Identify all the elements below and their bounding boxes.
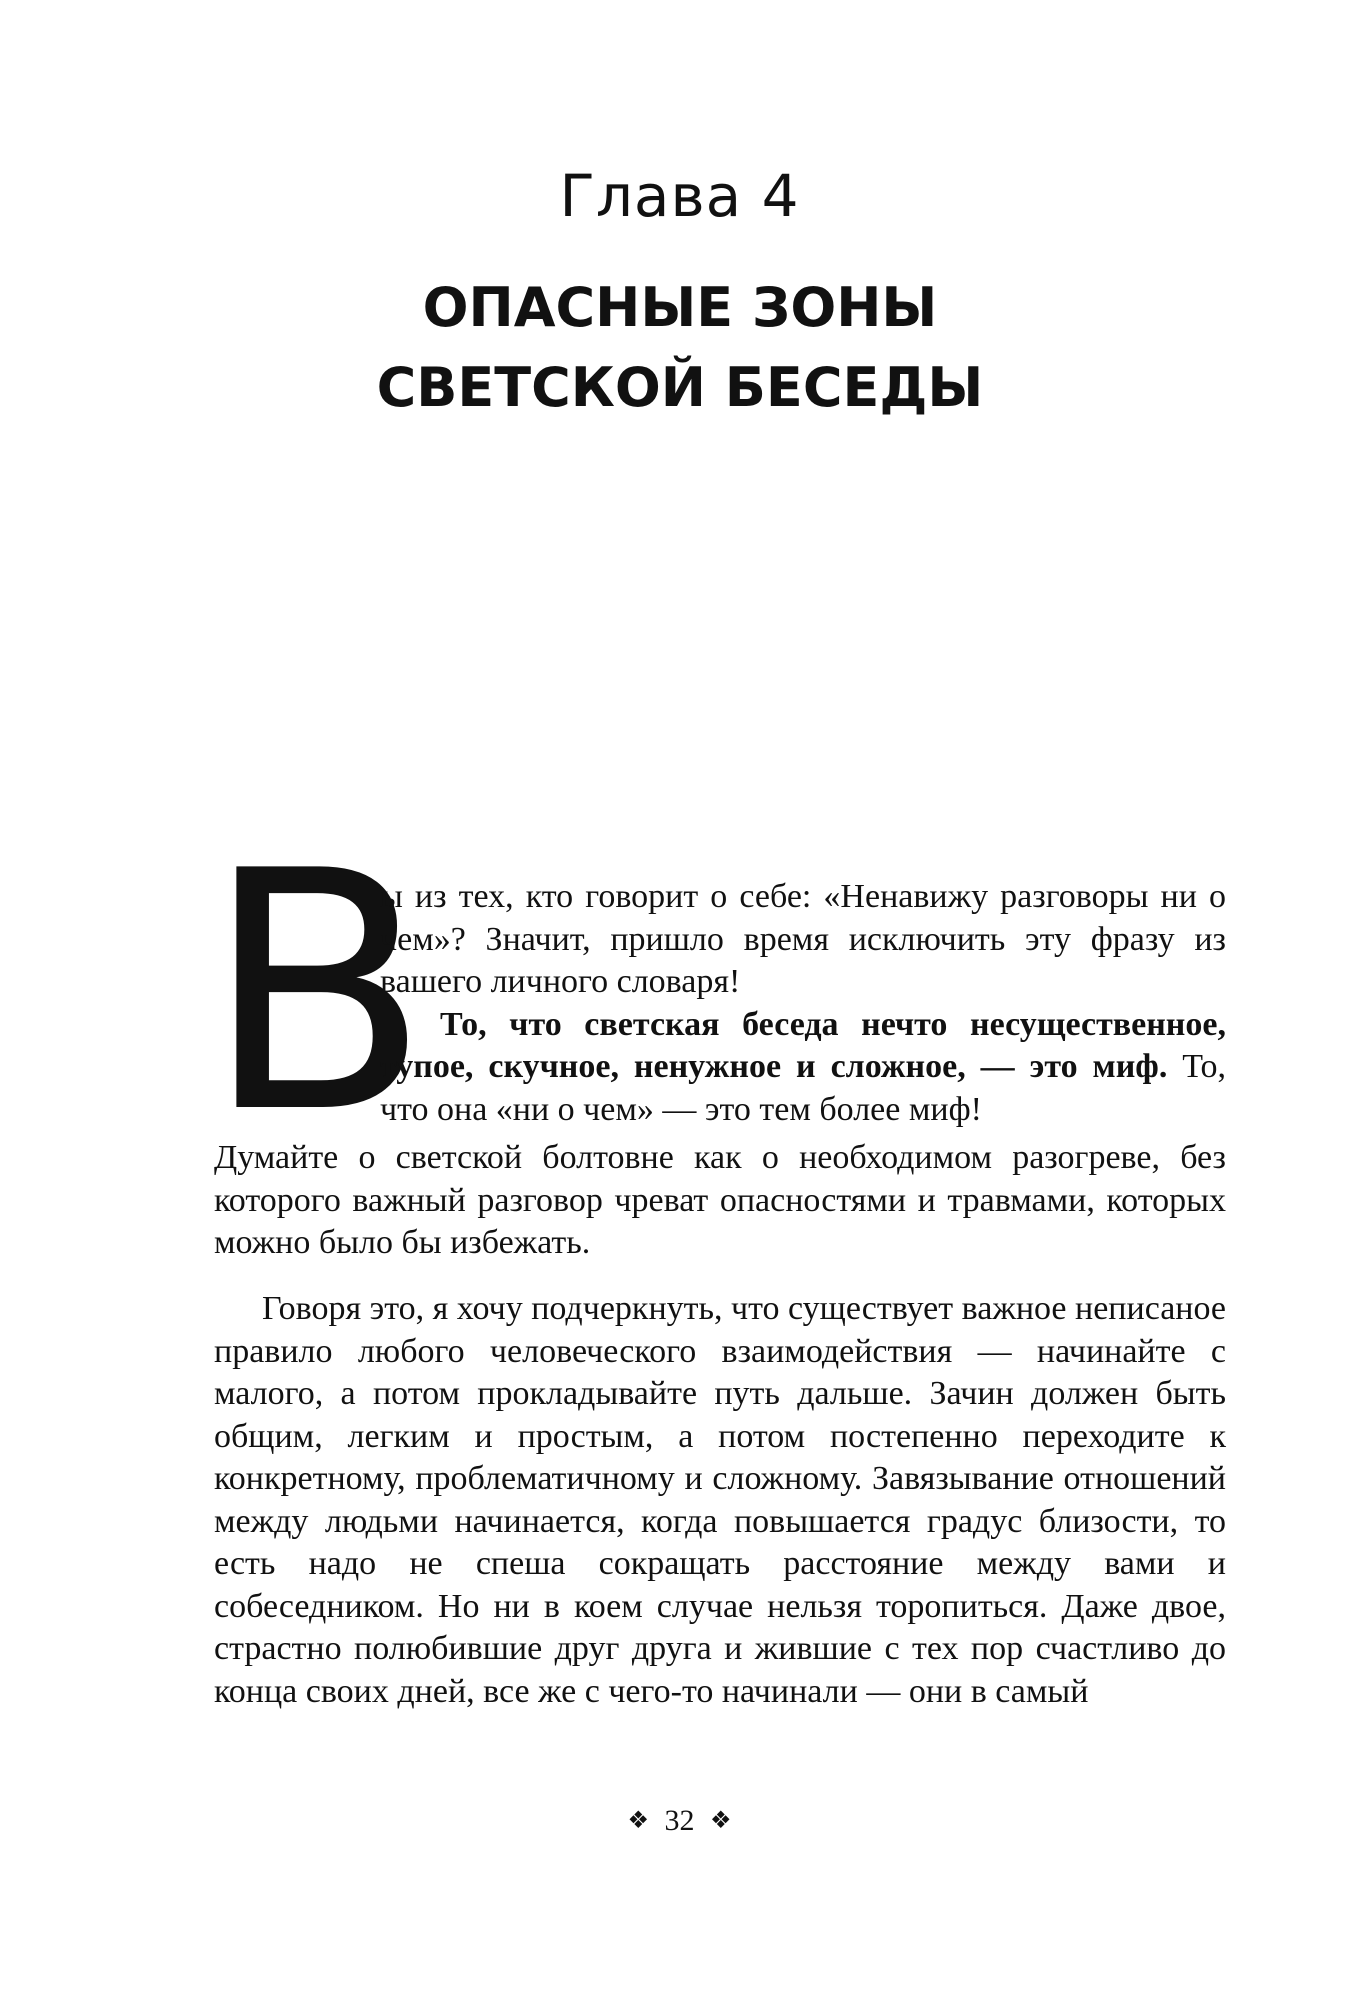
paragraph-1-continuation: Думайте о светской болтовне как о необходимом разогреве, без которого важный разговор чреват опасностями и травмами, которых можно было бы избежать.: [214, 1139, 1226, 1261]
paragraph-1-bold-statement: То, что светская беседа нечто несущественное, тупое, скучное, ненужное и сложное, — это миф.: [380, 1005, 1226, 1085]
chapter-title: ОПАСНЫЕ ЗОНЫ СВЕТСКОЙ БЕСЕДЫ: [376, 276, 984, 419]
page-footer: [0, 1804, 1359, 1838]
drop-cap: В: [204, 801, 431, 1185]
paragraph-1-opening: ы из тех, кто говорит о себе: «Ненавижу разговоры ни о чем»? Значит, пришло время исключить эту фразу из вашего личного словаря!: [380, 878, 1226, 1000]
paragraph-2: Говоря это, я хочу подчеркнуть, что существует важное неписаное правило любого человеческого взаимодействия — начинайте с малого, а потом прокладывайте путь дальше. Зачин должен быть общим, легким и простым, а потом постепенно переходите к конкретному, проблематичному и сложному. Завязывание отношений между людьми начинается, когда повышается градус близости, то есть надо не спеша сокращать расстояние между вами и собеседником. Но ни в коем случае нельзя торопиться. Даже двое, страстно полюбившие друг друга и жившие с тех пор счастливо до конца своих дней, все же с чего-то начинали — они в самый: [214, 1290, 1226, 1710]
paragraph-1-beside-drop-cap: [380, 876, 1226, 1131]
footer-ornament-right-icon: ❖: [710, 1808, 732, 1834]
chapter-label: Глава 4: [559, 162, 800, 230]
page-number: 32: [664, 1804, 695, 1837]
paragraph-1-continuation-start: То, что она «ни о чем» — это тем более миф!: [380, 1048, 1227, 1128]
footer-ornament-left-icon: ❖: [627, 1808, 649, 1834]
